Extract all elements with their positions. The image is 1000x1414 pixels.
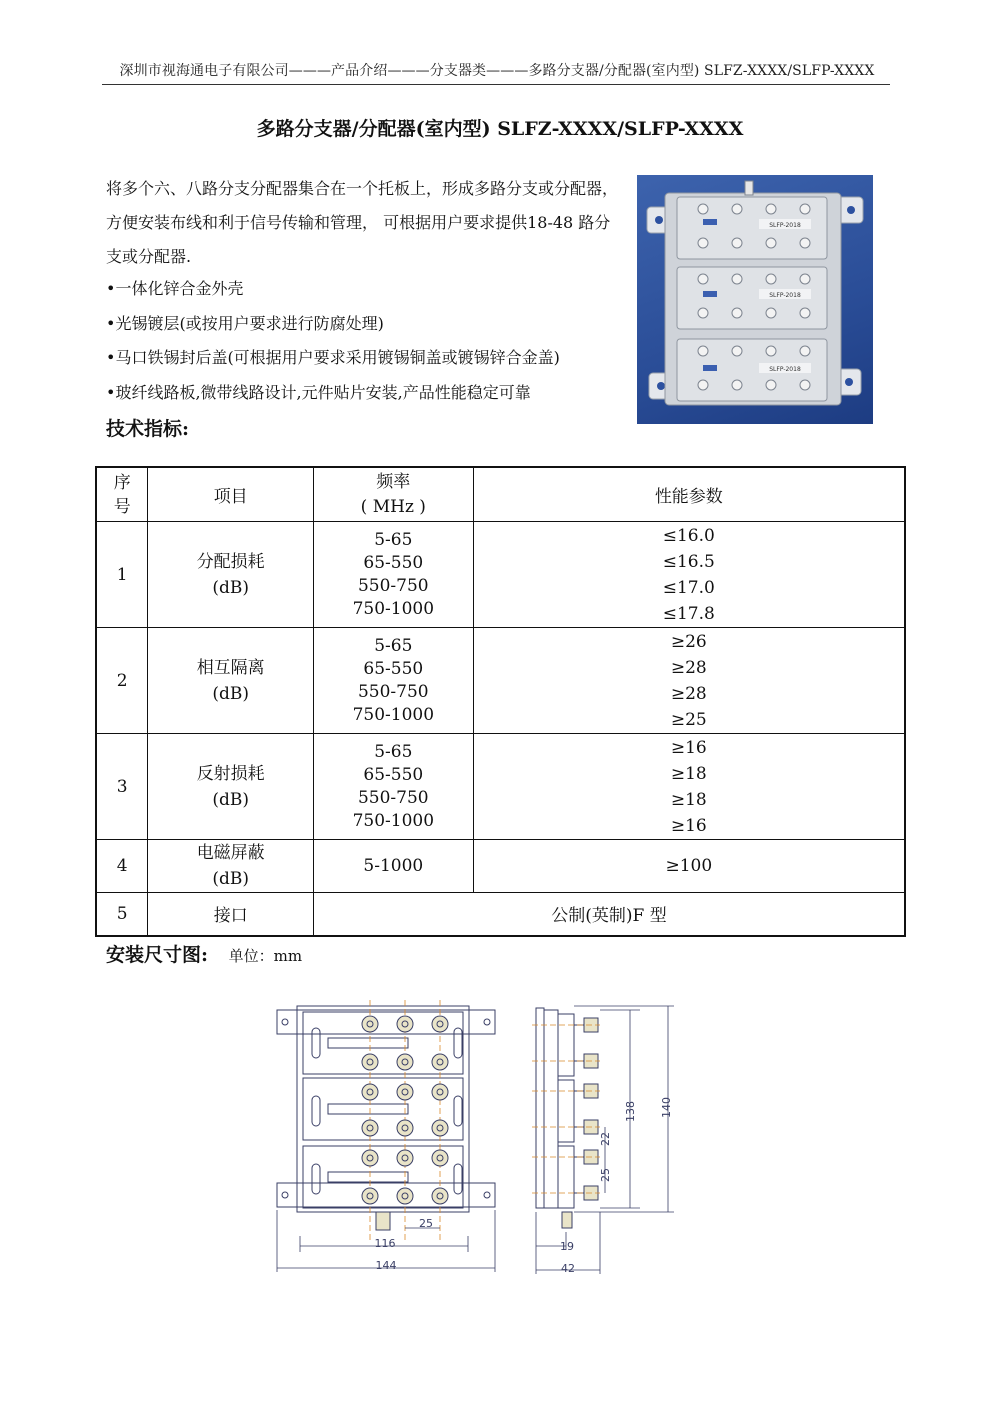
row-no: 4 [96,840,148,893]
dim-label: 42 [561,1262,575,1275]
dim-label: 140 [660,1097,673,1118]
row-item: 分配损耗 (dB) [148,522,314,628]
module-label: SLFP-2018 [769,222,801,229]
row-values: ≤16.0 ≤16.5 ≤17.0 ≤17.8 [473,522,905,628]
dim-label: 19 [560,1240,574,1253]
dimension-unit: 单位：mm [228,947,303,965]
page-title: 多路分支器/分配器(室内型) SLFZ-XXXX/SLFP-XXXX [256,118,744,140]
row-no: 3 [96,734,148,840]
product-photo [637,175,873,424]
table-row [96,734,905,840]
table-row [96,628,905,734]
feature-item: •马口铁锡封后盖(可根据用户要求采用镀锡铜盖或镀锡锌合金盖) [106,348,560,367]
row-value: 公制(英制)F 型 [313,893,905,936]
feature-list [106,272,636,410]
spec-table [95,466,906,937]
row-item: 电磁屏蔽 (dB) [148,840,314,893]
installation-drawing [270,1000,690,1285]
row-no: 1 [96,522,148,628]
row-item: 接口 [148,893,314,936]
table-row [96,840,905,893]
table-row [96,522,905,628]
row-values: ≥16 ≥18 ≥18 ≥16 [473,734,905,840]
dim-label: 116 [374,1237,396,1250]
intro-paragraph: 将多个六、八路分支分配器集合在一个托板上，形成多路分支或分配器，方便安装布线和利于信号传输和管理， 可根据用户要求提供18-48 路分支或分配器. [106,179,619,266]
product-photo-illustration [637,175,873,424]
row-freqs: 5-65 65-550 550-750 750-1000 [313,522,473,628]
dim-label: 25 [599,1168,612,1182]
spec-heading: 技术指标: [106,418,190,440]
module-label: SLFP-2018 [769,292,801,299]
running-header: 深圳市视海通电子有限公司———产品介绍———分支器类———多路分支器/分配器(室内型) SLFZ-XXXX/SLFP-XXXX [119,63,875,79]
row-values: ≥26 ≥28 ≥28 ≥25 [473,628,905,734]
dim-label: 25 [419,1217,433,1230]
dim-label: 22 [599,1132,612,1146]
header-rule [102,84,890,85]
header-no: 序号 [96,467,148,522]
row-freqs: 5-65 65-550 550-750 750-1000 [313,734,473,840]
dim-label: 144 [375,1259,397,1272]
header-freq: 频率 ( MHz ) [313,467,473,522]
row-value: ≥100 [473,840,905,893]
row-freq: 5-1000 [313,840,473,893]
dimension-heading [106,940,302,967]
module-label: SLFP-2018 [769,366,801,373]
table-row [96,893,905,936]
row-item: 反射损耗 (dB) [148,734,314,840]
dim-label: 138 [624,1101,637,1122]
row-no: 2 [96,628,148,734]
feature-item: •光锡镀层(或按用户要求进行防腐处理) [106,313,384,333]
row-no: 5 [96,893,148,936]
feature-item: •玻纤线路板,微带线路设计,元件贴片安装,产品性能稳定可靠 [106,382,531,402]
table-header-row [96,467,905,522]
header-item: 项目 [148,467,314,522]
dimension-title: 安装尺寸图: [106,944,209,966]
row-freqs: 5-65 65-550 550-750 750-1000 [313,628,473,734]
header-perf: 性能参数 [473,467,905,522]
row-item: 相互隔离 (dB) [148,628,314,734]
feature-item: •一体化锌合金外壳 [106,279,244,298]
